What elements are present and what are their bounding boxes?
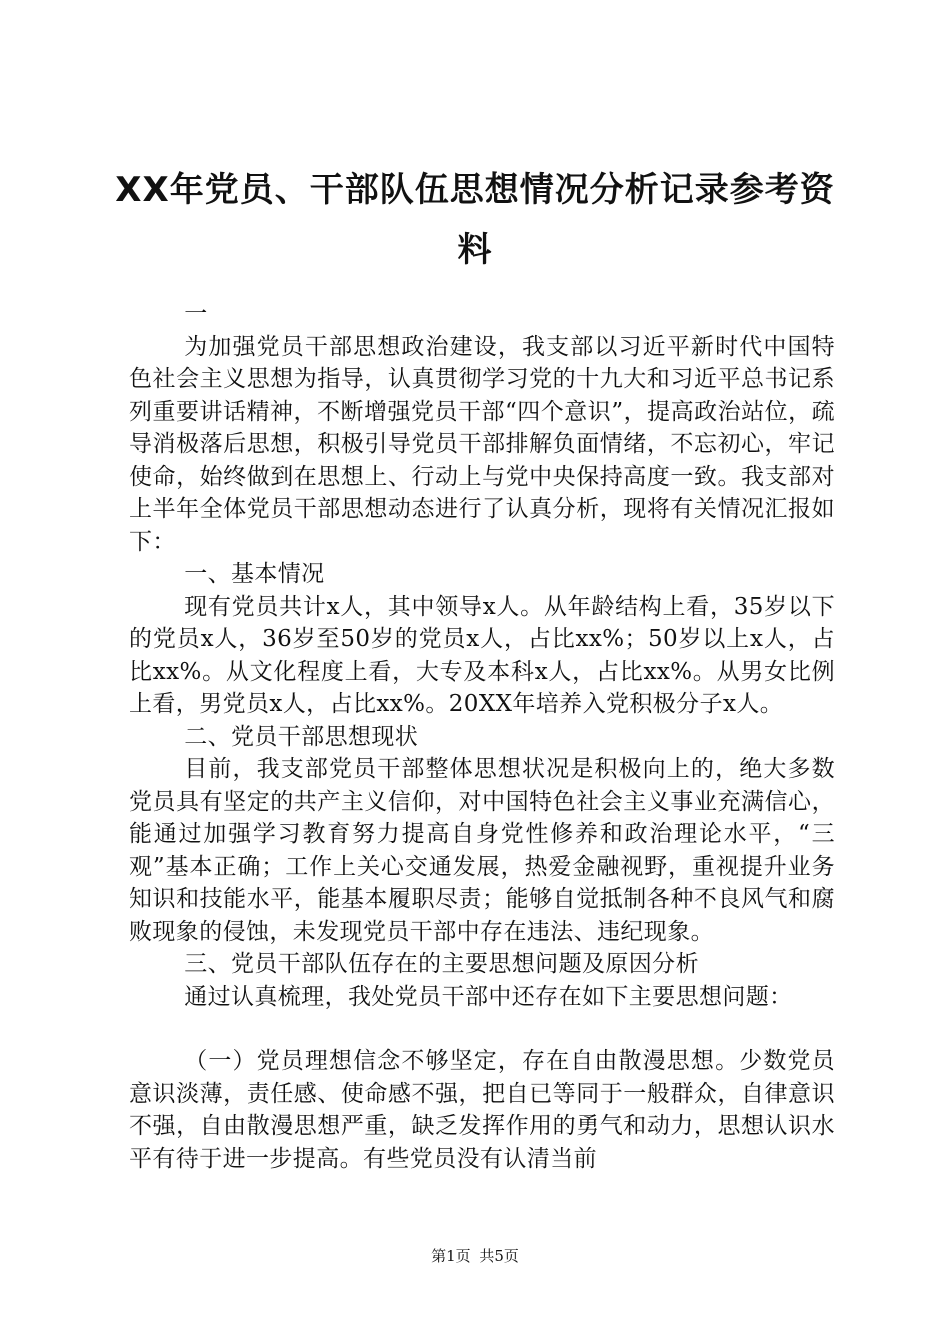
- document-body: [129, 298, 835, 1175]
- paragraph-gap: [129, 1013, 835, 1045]
- page-number: 第1页: [431, 1247, 471, 1265]
- problem-one-paragraph: （一）党员理想信念不够坚定，存在自由散漫思想。少数党员意识淡薄，责任感、使命感不强，把自已等同于一般群众，自律意识不强，自由散漫思想严重，缺乏发挥作用的勇气和动力，思想认识水平有待于进一步提高。有些党员没有认清当前: [129, 1048, 835, 1172]
- section-marker: 一: [184, 301, 208, 327]
- page-total: 共5页: [479, 1247, 519, 1265]
- intro-paragraph: 为加强党员干部思想政治建设，我支部以习近平新时代中国特色社会主义思想为指导，认真贯彻学习党的十九大和习近平总书记系列重要讲话精神，不断增强党员干部“四个意识”，提高政治站位，疏导消极落后思想，积极引导党员干部排解负面情绪，不忘初心，牢记使命，始终做到在思想上、行动上与党中央保持高度一致。我支部对上半年全体党员干部思想动态进行了认真分析，现将有关情况汇报如下：: [129, 333, 835, 555]
- main-problems-intro: 通过认真梳理，我处党员干部中还存在如下主要思想问题：: [184, 983, 793, 1010]
- page-footer: [0, 1246, 950, 1266]
- current-thinking-paragraph: 目前，我支部党员干部整体思想状况是积极向上的，绝大多数党员具有坚定的共产主义信仰，对中国特色社会主义事业充满信心，能通过加强学习教育努力提高自身党性修养和政治理论水平，“三观”基本正确；工作上关心交通发展，热爱金融视野，重视提升业务知识和技能水平，能基本履职尽责；能够自觉抵制各种不良风气和腐败现象的侵蚀，未发现党员干部中存在违法、违纪现象。: [129, 756, 835, 945]
- heading-main-problems: 三、党员干部队伍存在的主要思想问题及原因分析: [184, 951, 699, 977]
- heading-current-thinking: 二、党员干部思想现状: [184, 723, 419, 750]
- heading-basic-situation: 一、基本情况: [184, 561, 325, 587]
- document-title: XX年党员、干部队伍思想情况分析记录参考资料: [115, 170, 835, 270]
- basic-situation-paragraph: 现有党员共计x人，其中领导x人。从年龄结构上看，35岁以下的党员x人，36岁至50岁的党员x人，占比xx%；50岁以上x人，占比xx%。从文化程度上看，大专及本科x人，占比xx%。从男女比例上看，男党员x人，占比xx%。20XX年培养入党积极分子x人。: [129, 593, 835, 717]
